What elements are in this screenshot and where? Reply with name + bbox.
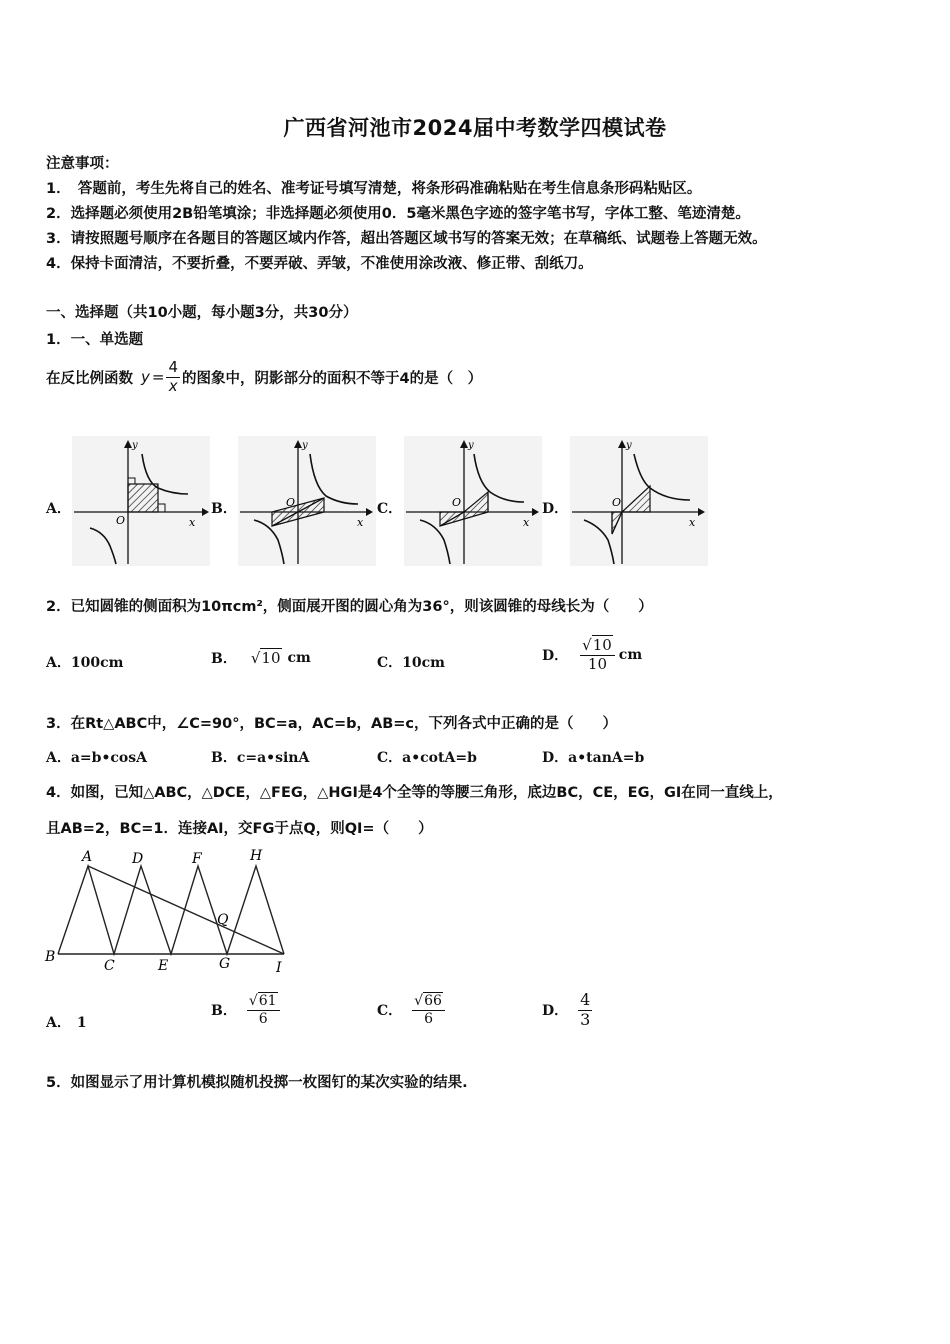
question-1 — [46, 352, 482, 402]
q1-num: 4 — [168, 358, 179, 377]
q1-graph-a — [72, 436, 210, 566]
q1-den: x — [166, 377, 180, 395]
q4-d-den: 3 — [580, 1009, 591, 1029]
q2-b-radicand: 10 — [261, 649, 281, 667]
q3-option-a: A．a=b•cosA — [46, 750, 148, 766]
section-heading: 一、选择题（共10小题，每小题3分，共30分） — [46, 305, 358, 321]
q1-eq: = — [151, 368, 165, 386]
q2-b-unit: cm — [287, 650, 311, 666]
q4-c-den: 6 — [412, 1010, 445, 1027]
axis-x-label: x — [523, 516, 530, 529]
q2-d-den: 10 — [580, 655, 615, 673]
q1-y: y — [141, 368, 150, 386]
point-label-i: I — [276, 960, 282, 976]
notice-item: 3．请按照题号顺序在各题目的答题区域内作答，超出答题区域书写的答案无效；在草稿纸、试题卷上答题无效。 — [46, 231, 767, 247]
axis-x-label: x — [689, 516, 696, 529]
q4-option-b — [211, 985, 280, 1035]
notice-heading: 注意事项： — [46, 156, 119, 172]
q4-b-fraction — [247, 993, 280, 1026]
point-label-b: B — [45, 949, 56, 965]
axis-x-label: x — [357, 516, 364, 529]
origin-label: O — [452, 496, 462, 509]
q1-option-d: D． — [542, 501, 569, 517]
q4-a-value: 1 — [76, 1015, 87, 1031]
q4-b-radicand: 61 — [258, 993, 277, 1010]
q2-option-c — [377, 652, 445, 672]
point-label-a: A — [82, 849, 93, 865]
q1-prefix: 在反比例函数 — [46, 370, 133, 387]
section-subheading: 1．一、单选题 — [46, 332, 144, 348]
q1-graph-b — [238, 436, 376, 566]
q4-b-num: √61 — [248, 993, 277, 1010]
q2-c-value: 10cm — [402, 655, 445, 671]
point-label-h: H — [250, 848, 263, 864]
q1-option-a: A． — [46, 501, 71, 517]
q2-c-label: C． — [377, 655, 403, 671]
q4-c-fraction — [412, 993, 445, 1026]
q4-d-fraction — [578, 991, 592, 1029]
q4-option-a — [46, 1012, 87, 1032]
q2-d-radicand: 10 — [592, 636, 612, 655]
q4-option-c — [377, 985, 445, 1035]
q4-option-d — [542, 985, 592, 1035]
q4-b-label: B． — [211, 1003, 237, 1019]
q2-d-num: √10 — [582, 636, 612, 655]
q3-option-d: D．a•tanA=b — [542, 750, 645, 766]
q2-option-d — [542, 630, 642, 680]
point-label-g: G — [219, 956, 231, 972]
question-3: 3．在Rt△ABC中，∠C=90°，BC=a，AC=b，AB=c，下列各式中正确的是（ ） — [46, 716, 618, 732]
q4-figure — [44, 846, 288, 976]
q4-d-num: 4 — [580, 990, 591, 1010]
axis-y-label: y — [626, 440, 632, 451]
q4-a-label: A． — [46, 1015, 71, 1031]
origin-label: O — [116, 514, 126, 527]
question-4-line1: 4．如图，已知△ABC，△DCE，△FEG，△HGI是4个全等的等腰三角形，底边BC，CE，EG，GI在同一直线上， — [46, 785, 783, 801]
q4-c-radicand: 66 — [424, 993, 442, 1010]
notice-item: 1． 答题前，考生先将自己的姓名、准考证号填写清楚，将条形码准确粘贴在考生信息条形码粘贴区。 — [46, 181, 702, 197]
q1-option-b: B． — [211, 501, 237, 517]
q2-a-label: A． — [46, 655, 71, 671]
point-label-d: D — [132, 851, 144, 867]
point-label-q: Q — [217, 912, 229, 928]
q1-graph-d — [570, 436, 708, 566]
q2-a-value: 100cm — [70, 655, 124, 671]
q4-d-label: D． — [542, 1003, 569, 1019]
question-4-line2: 且AB=2，BC=1．连接AI，交FG于点Q，则QI=（ ） — [46, 821, 433, 837]
notice-item: 4．保持卡面清洁，不要折叠，不要弄破、弄皱，不准使用涂改液、修正带、刮纸刀。 — [46, 256, 593, 272]
axis-y-label: y — [132, 440, 138, 451]
question-5: 5．如图显示了用计算机模拟随机投掷一枚图钉的某次实验的结果. — [46, 1075, 468, 1091]
q2-b-label: B． — [211, 651, 237, 667]
notice-item: 2．选择题必须使用2B铅笔填涂；非选择题必须使用0．5毫米黑色字迹的签字笔书写，字体工整、笔迹清楚。 — [46, 206, 750, 222]
q2-d-fraction — [580, 637, 615, 673]
q2-option-a — [46, 652, 123, 672]
point-label-e: E — [158, 958, 169, 974]
q1-graph-c — [404, 436, 542, 566]
q1-suffix: 的图象中，阴影部分的面积不等于4的是（ ） — [182, 370, 483, 387]
q1-option-c: C． — [377, 501, 403, 517]
q2-d-unit: cm — [618, 647, 643, 663]
point-label-c: C — [104, 958, 115, 974]
axis-y-label: y — [468, 440, 474, 451]
question-2: 2．已知圆锥的侧面积为10πcm²，侧面展开图的圆心角为36°，则该圆锥的母线长为（ ） — [46, 599, 653, 615]
axis-y-label: y — [302, 440, 308, 451]
q4-b-den: 6 — [247, 1010, 280, 1027]
q3-option-c: C．a•cotA=b — [377, 750, 477, 766]
origin-label: O — [286, 496, 296, 509]
page-title: 广西省河池市2024届中考数学四模试卷 — [283, 116, 667, 140]
point-label-f: F — [192, 851, 202, 867]
q2-d-label: D． — [542, 648, 569, 664]
q4-c-label: C． — [377, 1003, 403, 1019]
axis-x-label: x — [189, 516, 196, 529]
q1-fraction — [166, 359, 180, 395]
q2-b-sqrt: √10 — [250, 649, 281, 667]
q3-option-b: B．c=a•sinA — [211, 750, 310, 766]
q2-option-b — [211, 648, 311, 668]
origin-label: O — [612, 496, 622, 509]
q4-c-num: √66 — [414, 993, 442, 1010]
